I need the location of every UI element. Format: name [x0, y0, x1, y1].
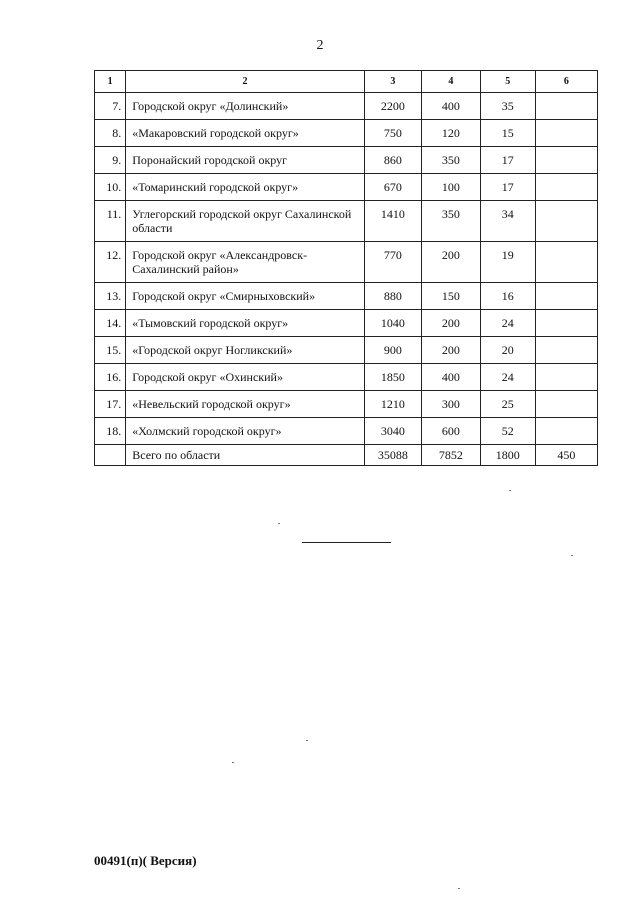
value-col6 [535, 364, 597, 391]
document-code: 00491(п)( Версия) [94, 853, 197, 868]
total-col4: 7852 [421, 445, 480, 466]
value-col5: 34 [480, 201, 535, 242]
scan-speck [278, 523, 280, 524]
district-name: Городской округ «Смирныховский» [126, 283, 364, 310]
value-col6 [535, 391, 597, 418]
table-row [95, 391, 598, 418]
value-col4: 400 [421, 93, 480, 120]
row-number: 16. [95, 364, 126, 391]
value-col4: 200 [421, 337, 480, 364]
total-col3: 35088 [364, 445, 421, 466]
column-header-2: 2 [126, 71, 364, 93]
district-name: Городской округ «Охинский» [126, 364, 364, 391]
value-col6 [535, 418, 597, 445]
row-number: 12. [95, 242, 126, 283]
value-col5: 24 [480, 364, 535, 391]
table-row [95, 418, 598, 445]
value-col3: 770 [364, 242, 421, 283]
value-col4: 100 [421, 174, 480, 201]
district-name: Поронайский городской округ [126, 147, 364, 174]
row-number: 17. [95, 391, 126, 418]
value-col5: 25 [480, 391, 535, 418]
value-col3: 670 [364, 174, 421, 201]
scan-speck [232, 762, 234, 763]
value-col5: 16 [480, 283, 535, 310]
column-header-6: 6 [535, 71, 597, 93]
row-number: 13. [95, 283, 126, 310]
value-col3: 1410 [364, 201, 421, 242]
row-number: 9. [95, 147, 126, 174]
total-col6: 450 [535, 445, 597, 466]
value-col5: 19 [480, 242, 535, 283]
table-header-row [95, 71, 598, 93]
table-row [95, 283, 598, 310]
value-col6 [535, 147, 597, 174]
scan-speck [571, 555, 573, 556]
scan-speck [458, 888, 460, 889]
total-label: Всего по области [126, 445, 364, 466]
allocation-table [94, 70, 598, 466]
value-col4: 200 [421, 242, 480, 283]
table-row [95, 337, 598, 364]
value-col5: 17 [480, 147, 535, 174]
column-header-5: 5 [480, 71, 535, 93]
value-col5: 20 [480, 337, 535, 364]
value-col3: 1850 [364, 364, 421, 391]
row-number: 7. [95, 93, 126, 120]
closing-rule [302, 542, 391, 543]
column-header-4: 4 [421, 71, 480, 93]
value-col3: 900 [364, 337, 421, 364]
value-col6 [535, 174, 597, 201]
value-col3: 1040 [364, 310, 421, 337]
district-name: «Томаринский городской округ» [126, 174, 364, 201]
value-col4: 600 [421, 418, 480, 445]
value-col5: 52 [480, 418, 535, 445]
value-col6 [535, 93, 597, 120]
value-col4: 400 [421, 364, 480, 391]
scan-speck [509, 490, 511, 491]
row-number [95, 445, 126, 466]
district-name: «Тымовский городской округ» [126, 310, 364, 337]
value-col4: 120 [421, 120, 480, 147]
value-col3: 1210 [364, 391, 421, 418]
value-col5: 17 [480, 174, 535, 201]
value-col3: 880 [364, 283, 421, 310]
district-name: «Невельский городской округ» [126, 391, 364, 418]
district-name: Городской округ «Александровск-Сахалинский район» [126, 242, 364, 283]
value-col3: 860 [364, 147, 421, 174]
row-number: 10. [95, 174, 126, 201]
value-col6 [535, 310, 597, 337]
row-number: 15. [95, 337, 126, 364]
value-col3: 750 [364, 120, 421, 147]
value-col6 [535, 201, 597, 242]
total-row [95, 445, 598, 466]
value-col4: 300 [421, 391, 480, 418]
total-col5: 1800 [480, 445, 535, 466]
district-name: «Макаровский городской округ» [126, 120, 364, 147]
value-col6 [535, 120, 597, 147]
value-col5: 15 [480, 120, 535, 147]
value-col6 [535, 242, 597, 283]
value-col4: 350 [421, 201, 480, 242]
row-number: 14. [95, 310, 126, 337]
value-col6 [535, 337, 597, 364]
district-name: «Городской округ Ногликский» [126, 337, 364, 364]
value-col4: 150 [421, 283, 480, 310]
table-row [95, 174, 598, 201]
value-col6 [535, 283, 597, 310]
scan-speck [306, 740, 308, 741]
table-row [95, 310, 598, 337]
table-row [95, 120, 598, 147]
row-number: 18. [95, 418, 126, 445]
value-col5: 35 [480, 93, 535, 120]
page-number: 2 [316, 38, 324, 53]
row-number: 8. [95, 120, 126, 147]
table-row [95, 364, 598, 391]
district-name: Городской округ «Долинский» [126, 93, 364, 120]
column-header-1: 1 [95, 71, 126, 93]
value-col3: 3040 [364, 418, 421, 445]
value-col3: 2200 [364, 93, 421, 120]
district-name: «Холмский городской округ» [126, 418, 364, 445]
table-row [95, 93, 598, 120]
table-row [95, 201, 598, 242]
value-col4: 350 [421, 147, 480, 174]
value-col4: 200 [421, 310, 480, 337]
district-name: Углегорский городской округ Сахалинской области [126, 201, 364, 242]
row-number: 11. [95, 201, 126, 242]
column-header-3: 3 [364, 71, 421, 93]
table-row [95, 147, 598, 174]
table-row [95, 242, 598, 283]
value-col5: 24 [480, 310, 535, 337]
